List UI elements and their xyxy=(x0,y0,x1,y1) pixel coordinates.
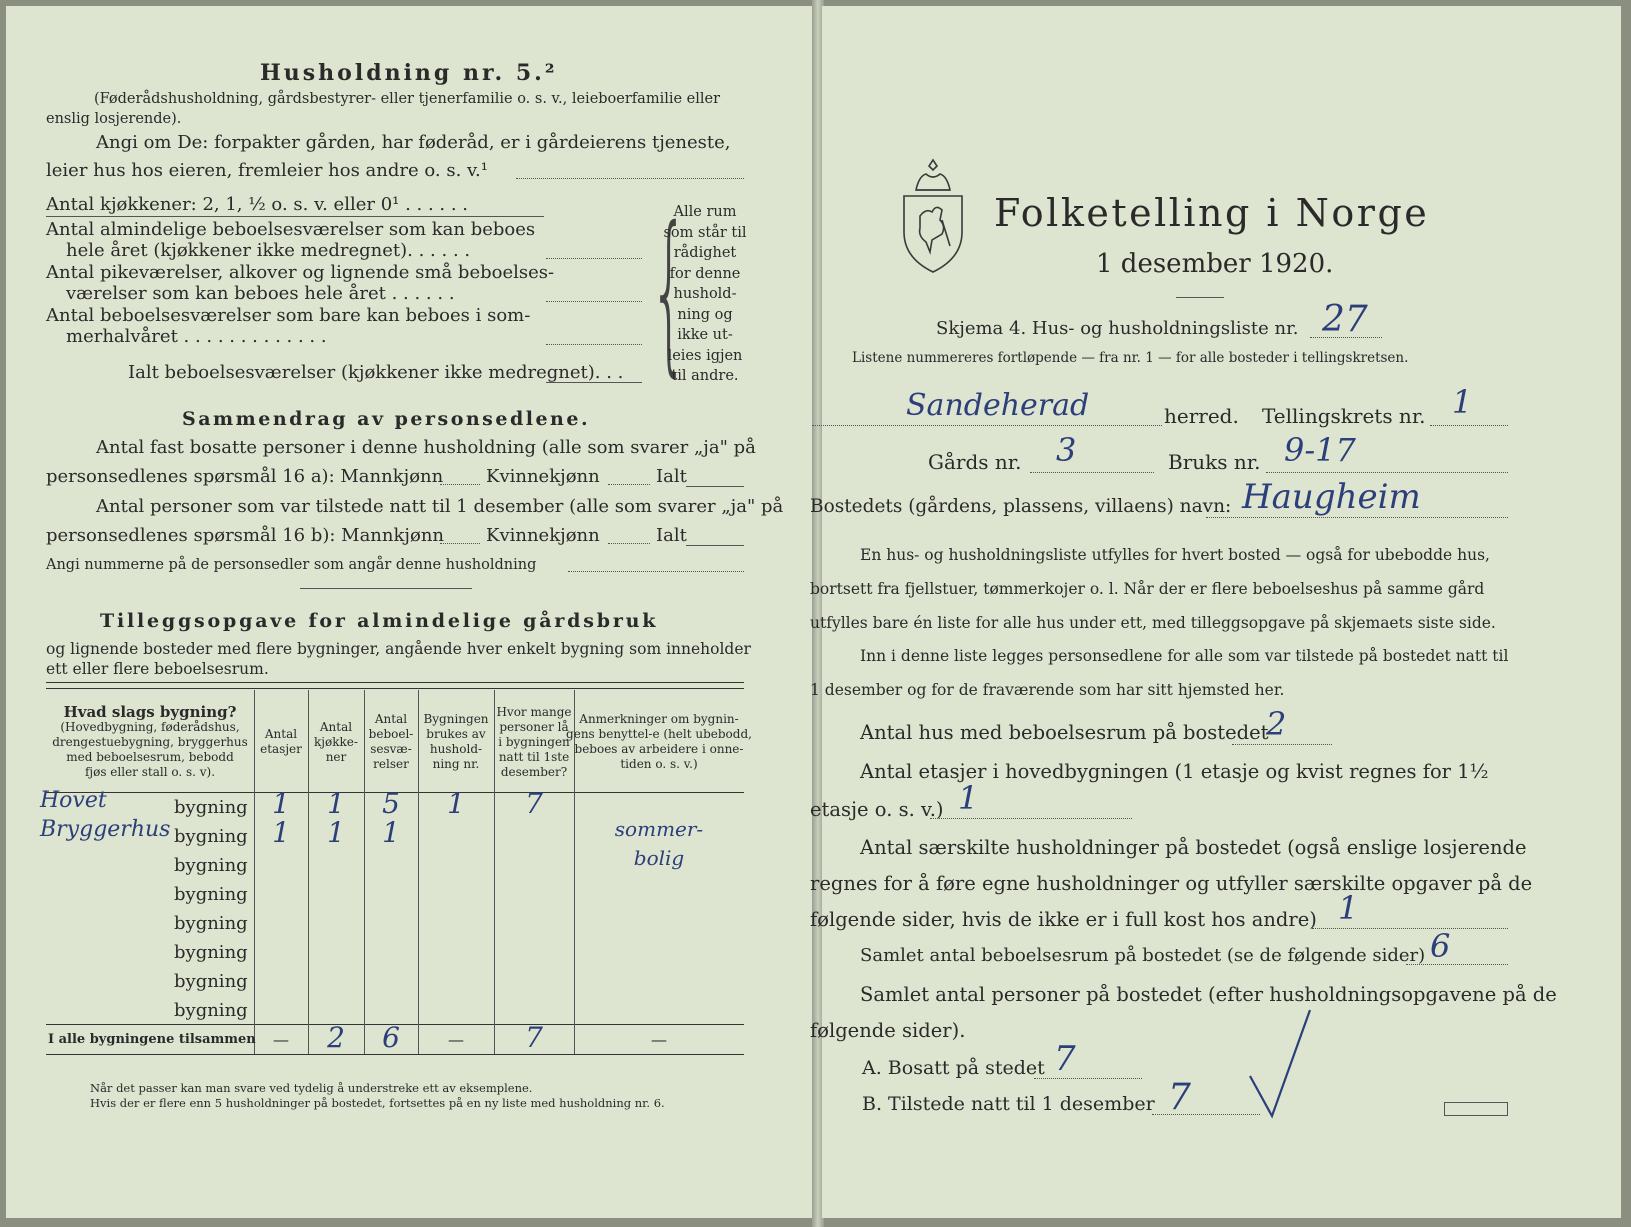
tilstede-kvinne-label: Kvinnekjønn xyxy=(486,525,600,546)
etasjer-answer-line xyxy=(930,818,1132,819)
building-row-label: bygning xyxy=(174,971,248,992)
table-cell-anm: sommer- xyxy=(614,817,704,841)
nummerne-answer-line xyxy=(568,571,744,572)
krets-label: Tellingskrets nr. xyxy=(1262,404,1426,428)
gards-answer-line xyxy=(1030,472,1154,473)
table-header-line: Antal xyxy=(319,719,353,734)
check-mark-icon xyxy=(1232,1006,1322,1126)
side-note-line: for denne xyxy=(669,265,741,282)
bruks-answer-line xyxy=(1266,472,1508,473)
table-cell-vaerelser: 1 xyxy=(382,816,400,849)
fast-line-1: Antal fast bosatte personer i denne husholdning (alle som svarer „ja" på xyxy=(96,437,756,458)
table-header-line: Antal xyxy=(374,712,408,726)
bosted-value: Haugheim xyxy=(1242,477,1421,517)
hus-label: Antal hus med beboelsesrum på bostedet xyxy=(860,721,1269,744)
rum-value: 6 xyxy=(1430,927,1451,965)
hus-answer-line xyxy=(1232,744,1332,745)
pers-line-1: Samlet antal personer på bostedet (efter husholdningsopgavene på de xyxy=(860,983,1557,1006)
krets-answer-line xyxy=(1430,425,1508,426)
table-cell-etasjer: 1 xyxy=(272,816,290,849)
building-table xyxy=(40,682,752,1060)
total-cell-kjokkener: 2 xyxy=(327,1021,345,1054)
footnote-line-1: Når det passer kan man svare ved tydelig å understreke ett av eksemplene. xyxy=(90,1081,533,1095)
total-cell-anm: — xyxy=(651,1030,667,1049)
ialt-answer-line xyxy=(546,382,642,383)
etasjer-line-1: Antal etasjer i hovedbygningen (1 etasje og kvist regnes for 1½ xyxy=(860,760,1489,783)
table-header-line: hushold- xyxy=(429,742,483,756)
kjokkener-line: Antal kjøkkener: 2, 1, ½ o. s. v. eller 0¹ . . . . . . xyxy=(46,194,469,215)
para1-line-3: utfylles bare én liste for alle hus under ett, med tilleggsopgave på skjemaets siste side. xyxy=(810,614,1496,632)
building-name: Hovet xyxy=(40,788,107,813)
date-divider xyxy=(1176,297,1224,298)
fast-kvinne-line xyxy=(608,484,650,485)
pike-answer-line xyxy=(546,301,642,302)
table-row xyxy=(46,908,744,937)
table-cell-husholdning: 1 xyxy=(447,787,465,820)
side-note-line: hushold- xyxy=(673,286,737,302)
bosatt-value: 7 xyxy=(1054,1039,1076,1079)
rum-label: Samlet antal beboelsesrum på bostedet (se de følgende sider) xyxy=(860,945,1426,966)
table-header-line: (Hovedbygning, føderådshus, xyxy=(60,719,240,734)
hush-line-1: Antal særskilte husholdninger på bostedet (også enslige losjerende xyxy=(860,836,1527,859)
printer-stamp xyxy=(1444,1102,1508,1116)
kjokkener-underline xyxy=(46,216,544,217)
hush-line-3: følgende sider, hvis de ikke er i full kost hos andre) xyxy=(810,908,1317,931)
coat-of-arms-icon xyxy=(898,156,968,274)
table-cell-kjokkener: 1 xyxy=(327,816,345,849)
tilstede-line-2: personsedlenes spørsmål 16 b): Mannkjønn xyxy=(46,525,445,546)
table-row xyxy=(46,937,744,966)
bruks-label: Bruks nr. xyxy=(1168,450,1261,474)
side-note-line: Alle rum xyxy=(673,204,737,220)
intro-line-1: (Føderådshusholdning, gårdsbestyrer- eller tjenerfamilie o. s. v., leieboerfamilie eller xyxy=(94,91,721,107)
intro-line-2: enslig losjerende). xyxy=(46,111,182,127)
pike-line-1: Antal pikeværelser, alkover og lignende små beboelses- xyxy=(46,262,555,283)
nummerne-line: Angi nummerne på de personsedler som angår denne husholdning xyxy=(46,557,537,573)
para1-line-1: En hus- og husholdningsliste utfylles for hvert bosted — også for ubebodde hus, xyxy=(860,546,1490,564)
angi-line-2: leier hus hos eieren, fremleier hos andre o. s. v.¹ xyxy=(46,160,488,181)
side-note-line: til andre. xyxy=(671,368,739,384)
building-row-label: bygning xyxy=(174,884,248,905)
table-cell-vaerelser: 5 xyxy=(382,787,400,820)
table-header-line: Hvor mange xyxy=(496,704,572,719)
tillegg-line-1: og lignende bosteder med flere bygninger, angående hver enkelt bygning som inneholder xyxy=(46,640,751,658)
building-row-label: bygning xyxy=(174,855,248,876)
table-header-line: i bygningen xyxy=(498,734,570,749)
right-page xyxy=(810,6,1621,1218)
census-date: 1 desember 1920. xyxy=(1096,249,1334,279)
total-cell-personer: 7 xyxy=(525,1021,543,1054)
alm-line-2: hele året (kjøkkener ikke medregnet). . . . . . xyxy=(66,240,471,261)
total-row-label: I alle bygningene tilsammen xyxy=(48,1032,256,1047)
total-cell-vaerelser: 6 xyxy=(382,1021,400,1054)
table-top-rule-2 xyxy=(46,688,744,689)
gards-label: Gårds nr. xyxy=(928,450,1022,474)
table-header-line: Anmerkninger om bygnin- xyxy=(579,712,739,726)
bosatt-answer-line xyxy=(1034,1078,1142,1079)
gards-value: 3 xyxy=(1056,431,1077,469)
table-header-line: gens benyttel-e (helt ubebodd, xyxy=(566,727,752,741)
table-header-line: Antal xyxy=(264,727,298,741)
herred-value: Sandeherad xyxy=(906,388,1090,423)
total-cell-husholdning: — xyxy=(448,1030,464,1049)
etasjer-value: 1 xyxy=(958,779,979,817)
somm-line-1: Antal beboelsesværelser som bare kan beboes i som- xyxy=(46,305,531,326)
bosted-answer-line xyxy=(1206,517,1508,518)
tilstede-value: 7 xyxy=(1168,1077,1191,1118)
side-note-line: leies igjen xyxy=(667,347,743,364)
tilstede-label: B. Tilstede natt til 1 desember xyxy=(862,1093,1155,1115)
table-header-line: natt til 1ste xyxy=(498,749,570,764)
sammendrag-title: Sammendrag av personsedlene. xyxy=(182,408,591,430)
skjema-answer-line xyxy=(1310,337,1382,338)
bruks-value: 9-17 xyxy=(1284,431,1356,469)
table-cell-etasjer: 1 xyxy=(272,787,290,820)
para2-line-2: 1 desember og for de fraværende som har sitt hjemsted her. xyxy=(810,681,1285,699)
table-row xyxy=(46,966,744,995)
household-title: Husholdning nr. 5.² xyxy=(260,60,558,86)
hus-value: 2 xyxy=(1266,705,1287,743)
para1-line-2: bortsett fra fjellstuer, tømmerkojer o. l. Når der er flere beboelseshus på samme gård xyxy=(810,580,1485,598)
brace: { xyxy=(650,191,689,395)
etasjer-line-2: etasje o. s. v.) xyxy=(810,798,944,821)
table-row xyxy=(46,846,744,879)
building-row-label: bygning xyxy=(174,942,248,963)
building-row-label: bygning xyxy=(174,797,248,818)
tilstede-line-1: Antal personer som var tilstede natt til 1 desember (alle som svarer „ja" på xyxy=(96,496,784,517)
alm-answer-line xyxy=(546,258,642,259)
angi-line-1: Angi om De: forpakter gården, har føderåd, er i gårdeierens tjeneste, xyxy=(96,132,731,153)
tilstede-mann-line xyxy=(440,543,480,544)
skjema-number: 27 xyxy=(1322,299,1368,340)
tillegg-title: Tilleggsopgave for almindelige gårdsbruk xyxy=(100,610,659,632)
table-header-line: etasjer xyxy=(260,742,302,756)
total-cell-etasjer: — xyxy=(273,1030,289,1049)
table-header-line: beboes av arbeidere i onne- xyxy=(574,742,744,756)
table-header-cell xyxy=(418,692,494,792)
pers-line-2: følgende sider). xyxy=(810,1019,966,1042)
side-note-line: ikke ut- xyxy=(677,327,733,343)
tilstede-ialt-label: Ialt xyxy=(656,525,687,546)
table-header-line: sesvæ- xyxy=(370,742,412,756)
skjema-label: Skjema 4. Hus- og husholdningsliste nr. xyxy=(936,318,1299,339)
table-header-line: Hvad slags bygning? xyxy=(63,702,237,721)
building-row-label: bygning xyxy=(174,1000,248,1021)
hush-line-2: regnes for å føre egne husholdninger og utfyller særskilte opgaver på de xyxy=(810,872,1533,895)
table-header-line: drengestuebygning, bryggerhus xyxy=(52,734,248,749)
side-note-line: ning og xyxy=(677,306,733,323)
krets-value: 1 xyxy=(1452,383,1473,421)
table-bottom-rule xyxy=(46,1054,744,1055)
tilstede-ialt-line xyxy=(686,545,744,546)
hush-answer-line xyxy=(1312,928,1508,929)
herred-label: herred. xyxy=(1164,404,1239,428)
herred-answer-line xyxy=(812,425,1162,426)
side-note xyxy=(662,202,748,387)
table-header-line: Bygningen xyxy=(423,712,489,726)
table-row xyxy=(46,995,744,1024)
fast-ialt-label: Ialt xyxy=(656,466,687,487)
table-header-line: desember? xyxy=(500,764,568,779)
bosted-label: Bostedets (gårdens, plassens, villaens) navn: xyxy=(810,496,1232,517)
building-row-label: bygning xyxy=(174,826,248,847)
table-header-line: tiden o. s. v.) xyxy=(620,757,698,771)
table-header-cell xyxy=(46,692,254,792)
alm-line-1: Antal almindelige beboelsesværelser som kan beboes xyxy=(46,219,536,240)
section-divider xyxy=(300,588,472,589)
table-cell-personer: 7 xyxy=(525,787,543,820)
tilstede-kvinne-line xyxy=(608,543,650,544)
table-header-cell xyxy=(364,692,418,792)
table-header-line: med beboelsesrum, bebodd xyxy=(66,749,234,764)
side-note-line: som står til xyxy=(663,224,747,241)
table-header-cell xyxy=(494,692,574,792)
fast-ialt-line xyxy=(686,486,744,487)
somm-answer-line xyxy=(546,344,642,345)
table-header-line: beboel- xyxy=(368,727,414,741)
table-top-rule xyxy=(46,682,744,683)
footnote-line-2: Hvis der er flere enn 5 husholdninger på bostedet, fortsettes på en ny liste med husholdning nr. 6. xyxy=(90,1096,665,1110)
building-row-label: bygning xyxy=(174,913,248,934)
building-name: Bryggerhus xyxy=(40,817,171,842)
table-header-cell xyxy=(308,692,364,792)
left-page xyxy=(6,6,814,1218)
table-row xyxy=(46,879,744,908)
bosatt-label: A. Bosatt på stedet xyxy=(862,1057,1045,1079)
table-header-line: ning nr. xyxy=(432,757,480,771)
fast-kvinne-label: Kvinnekjønn xyxy=(486,466,600,487)
fast-line-2: personsedlenes spørsmål 16 a): Mannkjønn xyxy=(46,466,444,487)
table-header-cell xyxy=(254,692,308,792)
table-cell-kjokkener: 1 xyxy=(327,787,345,820)
fast-mann-line xyxy=(440,484,480,485)
ialt-line: Ialt beboelsesværelser (kjøkkener ikke medregnet). . . xyxy=(128,362,624,383)
table-header-line: brukes av xyxy=(426,727,486,741)
tillegg-line-2: ett eller flere beboelsesrum. xyxy=(46,660,269,678)
rum-answer-line xyxy=(1406,964,1508,965)
somm-line-2: merhalvåret . . . . . . . . . . . . . xyxy=(66,326,327,347)
table-header-line: personer lå xyxy=(499,719,569,734)
hush-value: 1 xyxy=(1338,889,1359,927)
angi-dotted-line xyxy=(516,178,744,179)
table-header-line: kjøkke- xyxy=(314,734,358,749)
side-note-line: rådighet xyxy=(673,245,737,261)
table-cell-anm: bolig xyxy=(633,846,685,870)
pike-line-2: værelser som kan beboes hele året . . . . . . xyxy=(66,283,455,304)
table-header-line: ner xyxy=(325,749,347,764)
table-header-line: relser xyxy=(373,757,409,771)
table-header-line: fjøs eller stall o. s. v). xyxy=(84,764,216,779)
form-title: Folketelling i Norge xyxy=(994,191,1430,235)
listene-note: Listene nummereres fortløpende — fra nr. 1 — for alle bosteder i tellingskretsen. xyxy=(852,350,1409,366)
table-header-cell xyxy=(566,692,752,792)
para2-line-1: Inn i denne liste legges personsedlene for alle som var tilstede på bostedet natt til xyxy=(860,647,1509,665)
